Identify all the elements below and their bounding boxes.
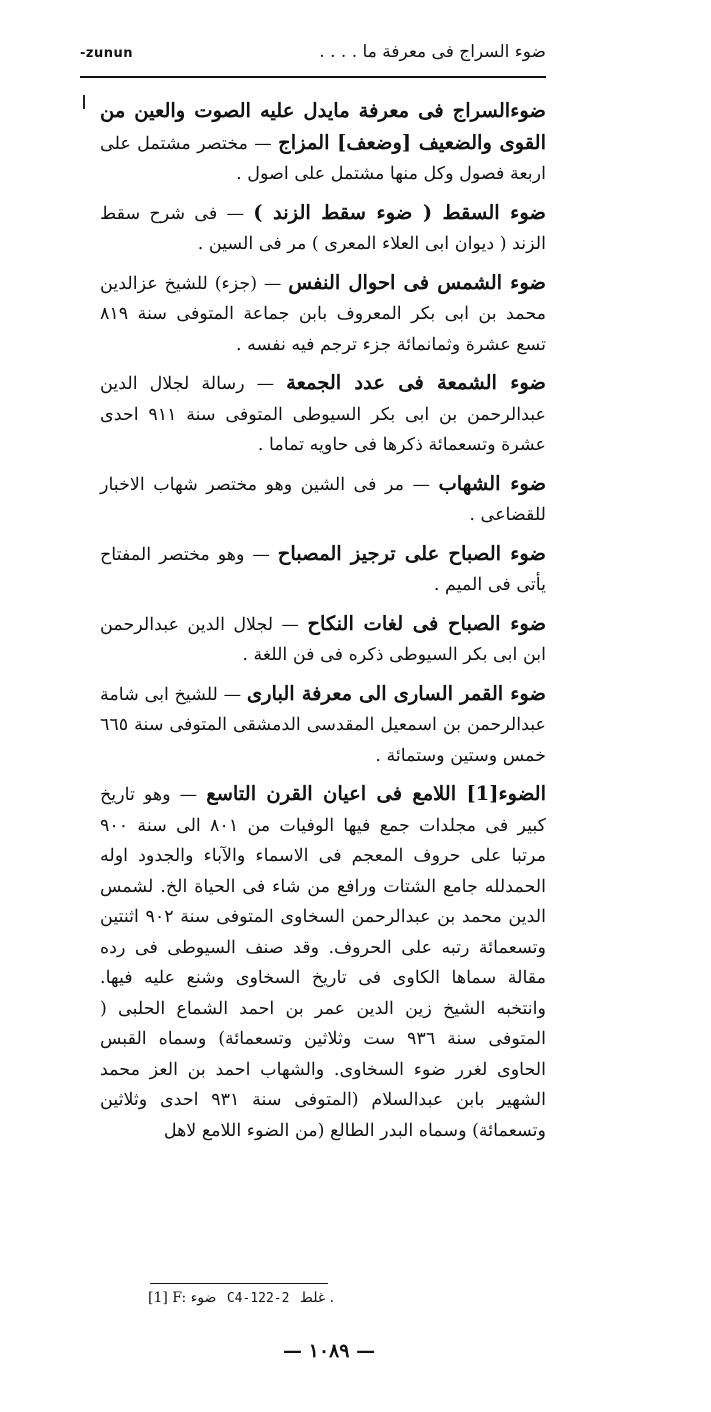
- entry: [100, 368, 546, 461]
- footnote: [148, 1290, 388, 1306]
- footnote-marker: [1]: [148, 1290, 168, 1306]
- entry-text: — وهو تاريخ كبير فى مجلدات جمع فيها الوفيات من ٨٠١ الى سنة ٩٠٠ مرتبا على حروف المعجم فى الاسماء والآباء والجدود اوله الحمدلله جامع الشتات ورافع من شاء فى الحياة الخ. لشمس الدين محمد بن عبدالرحمن السخاوى المتوفى سنة ٩٠٢ اثنتين وتسعمائة رتبه على الحروف. وقد صنف السيوطى فى رده مقالة سماها الكاوى فى تاريخ السخاوى وشنع عليه فيها. وانتخبه الشيخ زين الدين عمر بن احمد الشماع الحلبى ( المتوفى سنة ٩٣٦ ست وثلاثين وتسعمائة) وسماه القبس الحاوى لغرر ضوء السخاوى. والشهاب احمد بن العز محمد الشهير بابن عبدالسلام (المتوفى سنة ٩٣١ احدى وثلاثين وتسعمائة) وسماه البدر الطالع (من الضوء اللامع لاهل: [100, 785, 547, 1141]
- entry-title: ضوء القمر السارى الى معرفة البارى: [246, 681, 546, 705]
- running-title: ضوء السراج فى معرفة ما . . . .: [319, 42, 546, 62]
- entry: [100, 198, 546, 260]
- header-rule: [80, 76, 546, 78]
- footnote-code: C4-122-2: [226, 1291, 290, 1306]
- entry-text: — (جزء) للشيخ عزالدين محمد بن ابى بكر المعروف بابن جماعة المتوفى سنة ٨١٩ تسع عشرة وثمانمائة جزء ترجم فيه نفسه .: [100, 273, 546, 355]
- entry-title: ضوءالسراج فى معرفة مايدل عليه الصوت والعين من القوى والضعيف [وضعف] المزاج: [100, 99, 546, 154]
- footnote-source: F:: [172, 1290, 187, 1306]
- entry-text: — للشيخ ابى شامة عبدالرحمن بن اسمعيل المقدسى الدمشقى المتوفى سنة ٦٦٥ خمس وستين وستمائة .: [100, 684, 546, 766]
- entry: [100, 609, 546, 671]
- entries-column: [100, 96, 546, 1146]
- entry-title: ضوء الشمعة فى عدد الجمعة: [286, 371, 546, 394]
- entry: [100, 779, 546, 1146]
- entry-text: — مر فى الشين وهو مختصر شهاب الاخبار للقضاعى .: [100, 474, 546, 525]
- page-number: — ١٠٨٩ —: [283, 1340, 376, 1362]
- entry: [100, 539, 546, 601]
- footnote-rule: [150, 1283, 328, 1284]
- entry: [100, 268, 546, 361]
- entry-text: — لجلال الدين عبدالرحمن ابن ابى بكر السيوطى ذكره فى فن اللغة .: [100, 614, 546, 665]
- entry: [100, 469, 546, 531]
- entry-title: ضوء الشمس فى احوال النفس: [288, 270, 546, 294]
- footnote-word: ضوء: [190, 1290, 217, 1306]
- entry: [100, 679, 546, 772]
- footnote-note: غلط .: [299, 1290, 335, 1306]
- entry-text: — مختصر مشتمل على اربعة فصول وكل منها مشتمل على اصول .: [100, 133, 546, 184]
- entry-title: ضوء الصباح على ترجيز المصباح: [277, 541, 546, 565]
- entry-title: ضوء الشهاب: [438, 471, 546, 495]
- running-header: [80, 40, 546, 76]
- entry-text: — رسالة لجلال الدين عبدالرحمن بن ابى بكر السيوطى المتوفى سنة ٩١١ احدى عشرة وتسعمائة ذكرها فى حاويه تماما .: [100, 374, 546, 455]
- entry-text: — فى شرح سقط الزند ( ديوان ابى العلاء المعرى ) مر فى السين .: [100, 203, 546, 254]
- entry-title: الضوء[1] اللامع فى اعيان القرن التاسع: [206, 782, 546, 805]
- entry-title: ضوء السقط ( ضوء سقط الزند ): [253, 200, 546, 224]
- entry-text: — وهو مختصر المفتاح يأتى فى الميم .: [100, 544, 546, 595]
- entry-title: ضوء الصباح فى لغات النكاح: [307, 611, 546, 635]
- catchword: -zunun: [80, 46, 133, 61]
- entry: [100, 96, 546, 190]
- margin-mark: [83, 95, 85, 109]
